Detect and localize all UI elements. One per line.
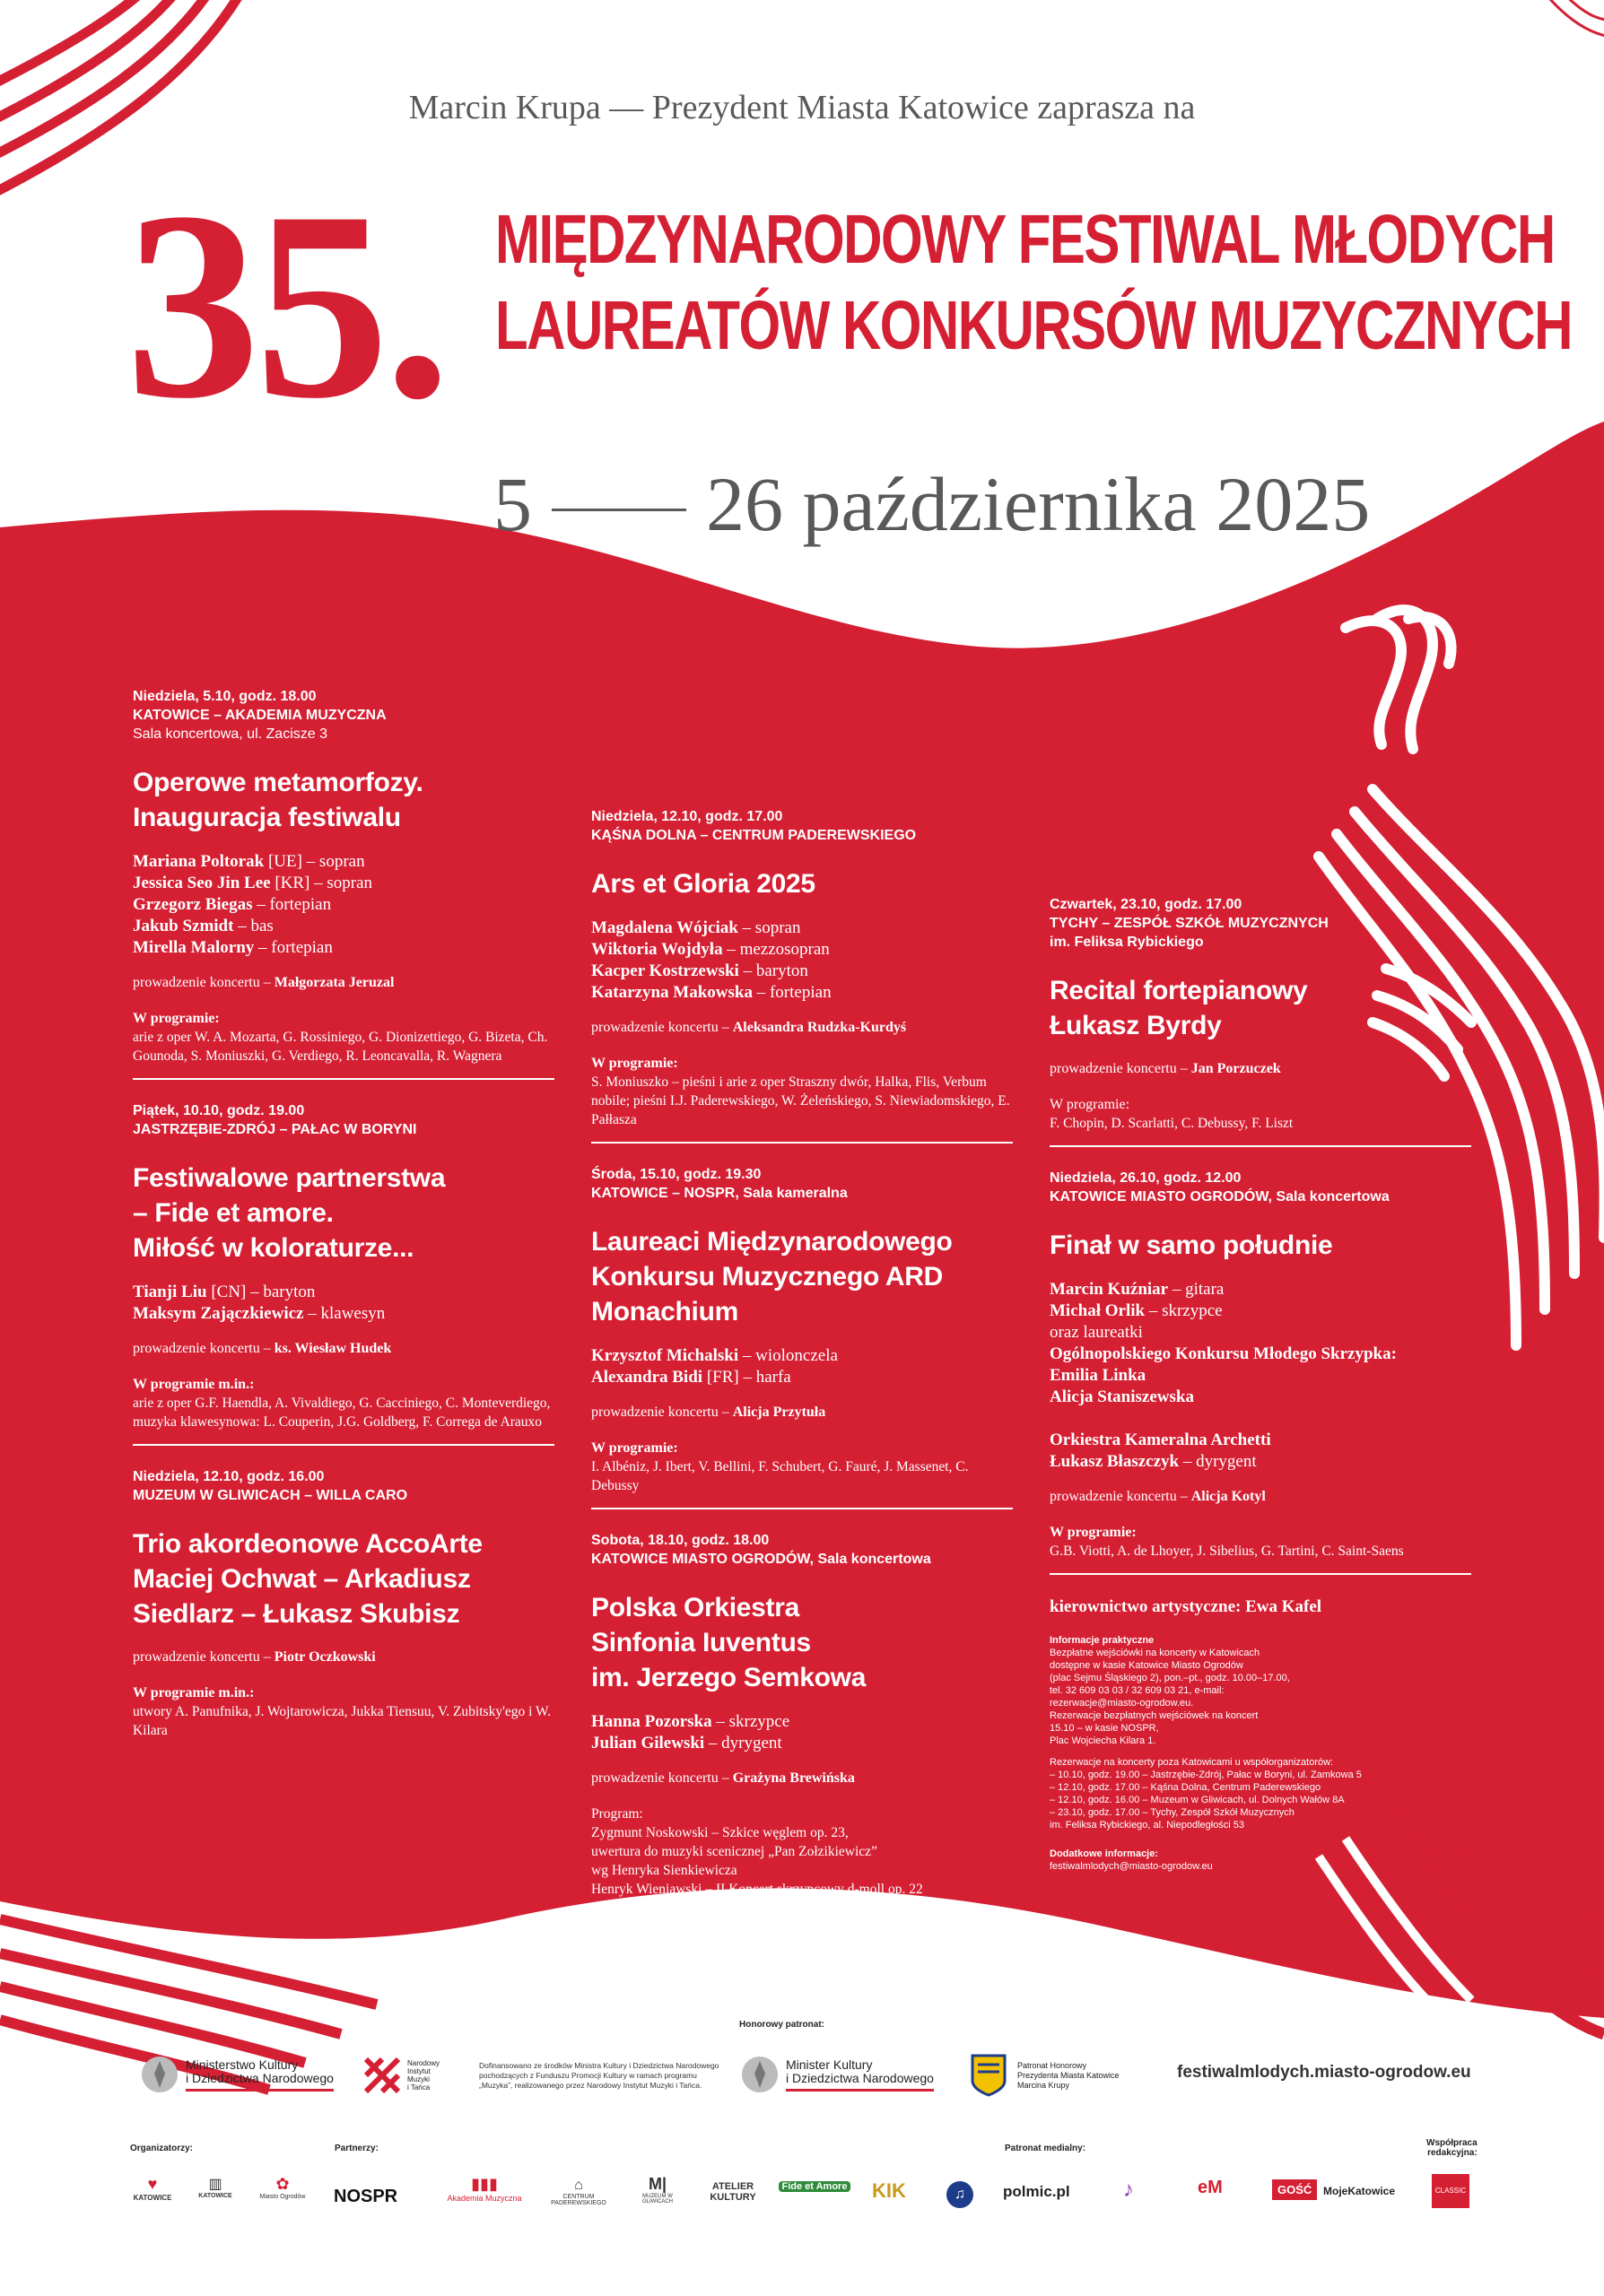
nimit-name	[407, 2059, 440, 2092]
event-title-line: Miłość w koloraturze...	[133, 1233, 414, 1263]
performer-name: Kacper Kostrzewski	[591, 961, 739, 980]
performer-name: Jakub Szmidt	[133, 917, 234, 935]
nimit-logo	[362, 2056, 440, 2095]
host-name: Małgorzata Jeruzal	[274, 975, 395, 990]
performer	[133, 916, 554, 937]
performer	[591, 1367, 1013, 1388]
date-dash	[552, 509, 686, 511]
event-title	[1050, 973, 1471, 1043]
performer-role: [CN] – baryton	[206, 1283, 316, 1301]
event-venue: KATOWICE – NOSPR, Sala kameralna	[591, 1186, 848, 1201]
host-name: Alicja Przytuła	[732, 1405, 826, 1420]
funding-note: Dofinansowano ze środków Ministra Kultury i Dziedzictwa Narodowego pochodzących z Funduszu Promocji Kultury w ramach programu „Muzyka”, realizowanego przez Narodowy Instytut Muzyki i Tańca.	[479, 2061, 719, 2090]
event-3	[133, 1467, 554, 1740]
program-line: wg Henryka Sienkiewicza	[591, 1863, 737, 1878]
patron-line: Prezydenta Miasta Katowice	[1017, 2070, 1120, 2080]
program-line: uwertura do muzyki scenicznej „Pan Zołzikiewicz”	[591, 1844, 877, 1859]
performer-name: Alicja Staniszewska	[1050, 1387, 1194, 1406]
org-logo-text: KATOWICE	[133, 2194, 172, 2202]
event-4	[591, 807, 1013, 1144]
performer	[1050, 1451, 1471, 1473]
media-logo-em: eM	[1198, 2178, 1223, 2197]
event-venue: JASTRZĘBIE-ZDRÓJ – PAŁAC W BORYNI	[133, 1122, 417, 1137]
performer	[1050, 1300, 1471, 1322]
minister-logo	[739, 2054, 934, 2095]
nimit-name-line: Narodowy	[407, 2059, 440, 2067]
program-line: Henryk Wieniawski – II Koncert skrzypcowy d-moll op. 22	[591, 1882, 923, 1897]
info-line: 15.10 – w kasie NOSPR,	[1050, 1723, 1159, 1734]
nimit-name-line: Muzyki	[407, 2075, 430, 2083]
program-text: F. Chopin, D. Scarlatti, C. Debussy, F. Liszt	[1050, 1116, 1294, 1131]
heart-icon: ♥	[147, 2175, 158, 2193]
website-link[interactable]: festiwalmlodych.miasto-ogrodow.eu	[1177, 2063, 1471, 2082]
info-email[interactable]: festiwalmlodych@miasto-ogrodow.eu	[1050, 1861, 1213, 1872]
host-name: ks. Wiesław Hudek	[274, 1341, 392, 1356]
patron-line: Patronat Honorowy	[1017, 2060, 1087, 2070]
performer-note: oraz laureatki	[1050, 1323, 1143, 1342]
program-heading: Program:	[591, 1806, 643, 1822]
event-title: Finał w samo południe	[1050, 1231, 1333, 1260]
info-email[interactable]: rezerwacje@miasto-ogrodow.eu.	[1050, 1698, 1194, 1709]
partner-logo-text: MUZEUM W GLIWICACH	[641, 2194, 673, 2205]
host-label: prowadzenie koncertu –	[1050, 1489, 1191, 1504]
performer	[591, 1345, 1013, 1367]
event-venue: MUZEUM W GLIWICACH – WILLA CARO	[133, 1488, 408, 1503]
program-heading: W programie:	[591, 1056, 678, 1071]
performer	[133, 1282, 554, 1303]
event-venue: KĄŚNA DOLNA – CENTRUM PADEREWSKIEGO	[591, 828, 917, 843]
program-text: arie z oper W. A. Mozarta, G. Rossiniego, G. Dionizettiego, G. Bizeta, Ch. Gounoda, S. Moniuszki, G. Verdiego, R. Leoncavalla, R. Wagnera	[133, 1030, 548, 1064]
event-title-line: Recital fortepianowy	[1050, 976, 1308, 1005]
performer-role: – klawesyn	[303, 1304, 386, 1323]
program-heading: W programie m.in.:	[133, 1685, 255, 1700]
host-name: Jan Porzuczek	[1190, 1061, 1281, 1076]
performer-role: – gitara	[1168, 1280, 1225, 1299]
nimit-name-line: i Tańca	[407, 2083, 431, 2092]
event-title-line: Operowe metamorfozy.	[133, 768, 423, 797]
competition-name: Ogólnopolskiego Konkursu Młodego Skrzypka:	[1050, 1344, 1397, 1363]
partner-logo-text: Akademia Muzyczna	[447, 2194, 522, 2203]
program-text: utwory A. Panufnika, J. Wojtarowicza, Jukka Tiensuu, V. Zubitsky'ego i W. Kilara	[133, 1704, 552, 1738]
info-line: Rezerwacje bezpłatnych wejściówek na koncert	[1050, 1710, 1259, 1721]
event-venue: KATOWICE MIASTO OGRODÓW, Sala koncertowa	[1050, 1189, 1390, 1205]
honor-patronage-label: Honorowy patronat:	[739, 2020, 824, 2030]
performer-name: Krzysztof Michalski	[591, 1346, 739, 1365]
info-heading: Dodatkowe informacje:	[1050, 1848, 1159, 1859]
performer	[133, 873, 554, 894]
performer	[591, 982, 1013, 1004]
performer-name: Mirella Malorny	[133, 938, 255, 957]
editorial-label	[1426, 2138, 1478, 2158]
partner-logo-fide-et-amore: Fide et Amore	[779, 2181, 850, 2192]
media-logo-polmic: polmic.pl	[1003, 2183, 1070, 2200]
event-title	[591, 1224, 1013, 1329]
media-logo-radio: ♫	[946, 2181, 973, 2208]
event-date: Piątek, 10.10, godz. 19.00	[133, 1103, 305, 1118]
manor-icon: ⌂	[574, 2178, 583, 2193]
org-logo-katowice	[130, 2175, 175, 2202]
event-title-line: – Fide et amore.	[133, 1198, 334, 1228]
event-date: Sobota, 18.10, godz. 18.00	[591, 1533, 770, 1548]
patron-line: Marcina Krupy	[1017, 2080, 1070, 2090]
program-heading: W programie:	[1050, 1525, 1137, 1540]
partner-logo-nospr: NOSPR	[334, 2187, 398, 2206]
performer-role: – sopran	[737, 918, 801, 937]
info-heading: Informacje praktyczne	[1050, 1635, 1155, 1646]
org-logo-katowice-unesco	[190, 2175, 240, 2199]
event-title-line: Łukasz Byrdy	[1050, 1011, 1222, 1040]
performer-role: [KR] – sopran	[270, 874, 373, 892]
red-bar	[186, 2089, 334, 2092]
performer	[1050, 1279, 1471, 1300]
event-title-line: Monachium	[591, 1297, 738, 1326]
info-line: – 12.10, godz. 16.00 – Muzeum w Gliwicach, ul. Dolnych Wałów 8A	[1050, 1795, 1345, 1805]
host-label: prowadzenie koncertu –	[1050, 1061, 1191, 1076]
festival-dates	[493, 459, 1370, 549]
red-bar	[786, 2089, 934, 2092]
performer-role: – skrzypce	[711, 1712, 790, 1731]
column-3	[1050, 895, 1471, 1873]
info-line: Plac Wojciecha Kilara 1.	[1050, 1735, 1156, 1746]
performer-name: Julian Gilewski	[591, 1734, 705, 1752]
performer-name: Maksym Zajączkiewicz	[133, 1304, 304, 1323]
orchestra-name: Orkiestra Kameralna Archetti	[1050, 1431, 1271, 1449]
performer-role: – baryton	[738, 961, 808, 980]
program-text: arie z oper G.F. Haendla, A. Vivaldiego, G. Cacciniego, C. Monteverdiego, muzyka klawesynowa: L. Couperin, J.G. Goldberg, F. Correga de Arauxo	[133, 1396, 551, 1430]
festival-title-line1: MIĘDZYNARODOWY FESTIWAL MŁODYCH	[495, 201, 1555, 278]
ministry-name	[186, 2058, 334, 2092]
event-8	[1050, 1169, 1471, 1575]
eagle-icon	[139, 2054, 180, 2095]
host-name: Piotr Oczkowski	[274, 1649, 376, 1665]
ministry-logo	[139, 2054, 334, 2095]
editorial-label-line: Współpraca	[1426, 2138, 1478, 2148]
performer-name: Grzegorz Biegas	[133, 895, 253, 914]
minister-name-line: i Dziedzictwa Narodowego	[786, 2070, 934, 2085]
host-name: Grażyna Brewińska	[732, 1770, 855, 1786]
performer	[591, 1733, 1013, 1754]
media-patronage-label: Patronat medialny:	[1005, 2144, 1086, 2153]
eagle-icon	[739, 2054, 780, 2095]
performer-name: Jessica Seo Jin Lee	[133, 874, 271, 892]
top-right-stripes	[1543, 0, 1604, 36]
host-label: prowadzenie koncertu –	[133, 975, 275, 990]
org-logo-text: Miasto Ogrodów	[259, 2194, 306, 2200]
host-label: prowadzenie koncertu –	[591, 1405, 733, 1420]
organizers-label: Organizatorzy:	[130, 2144, 194, 2153]
host-label: prowadzenie koncertu –	[591, 1770, 733, 1786]
divider	[133, 1078, 554, 1080]
org-logo-text: KATOWICE	[198, 2193, 232, 2199]
event-1	[133, 687, 554, 1080]
org-logo-miasto-ogrodow	[256, 2175, 309, 2200]
festival-title-line2: LAUREATÓW KONKURSÓW MUZYCZNYCH	[495, 287, 1572, 364]
event-title-line: Maciej Ochwat – Arkadiusz	[133, 1564, 471, 1594]
divider	[591, 1930, 1013, 1932]
flower-icon: ✿	[275, 2175, 290, 2193]
event-title	[133, 1161, 554, 1265]
edition-number: 35.	[126, 156, 446, 454]
partner-logo-text: CENTRUM PADEREWSKIEGO	[551, 2194, 606, 2206]
partner-logo-akademia	[435, 2175, 534, 2203]
museum-icon: M|	[648, 2175, 667, 2193]
column-2	[591, 807, 1013, 1953]
ministry-name-line: i Dziedzictwa Narodowego	[186, 2070, 334, 2085]
event-host	[133, 1339, 554, 1359]
performer	[591, 939, 1013, 961]
date-start: 5	[493, 461, 532, 547]
artistic-director: kierownictwo artystyczne: Ewa Kafel	[1050, 1597, 1322, 1616]
performer	[591, 1711, 1013, 1733]
event-5	[591, 1165, 1013, 1509]
media-logo-music-note: ♪	[1123, 2178, 1134, 2202]
ministry-name-line: Ministerstwo Kultury	[186, 2057, 299, 2072]
event-title	[133, 1526, 554, 1631]
program-line: Zygmunt Noskowski – Szkice węglem op. 23,	[591, 1825, 849, 1840]
event-venue: TYCHY – ZESPÓŁ SZKÓŁ MUZYCZNYCH	[1050, 916, 1329, 931]
performer-role: [UE] – sopran	[264, 852, 365, 871]
info-line: im. Feliksa Rybickiego, al. Niepodległości 53	[1050, 1820, 1245, 1831]
event-title	[133, 765, 554, 835]
date-end: 26 października 2025	[706, 461, 1371, 547]
minister-name-line: Minister Kultury	[786, 2057, 873, 2072]
divider	[133, 1444, 554, 1446]
program-text: G.B. Viotti, A. de Lhoyer, J. Sibelius, G. Tartini, C. Saint-Saens	[1050, 1544, 1404, 1559]
event-date: Niedziela, 5.10, godz. 18.00	[133, 689, 317, 704]
host-label: prowadzenie koncertu –	[133, 1341, 275, 1356]
performer-role: – fortepian	[254, 938, 333, 957]
media-logo-mojekatowice: MojeKatowice	[1323, 2185, 1396, 2197]
performer	[591, 918, 1013, 939]
organ-pipes-icon: ▮▮▮	[471, 2175, 498, 2193]
event-date: Czwartek, 23.10, godz. 17.00	[1050, 897, 1242, 912]
partners-label: Partnerzy:	[335, 2144, 379, 2153]
host-name: Aleksandra Rudzka-Kurdyś	[732, 1020, 907, 1035]
performer-role: [FR] – harfa	[702, 1368, 791, 1387]
media-logo-kik: KIK	[872, 2179, 906, 2202]
performer-role: – dyrygent	[704, 1734, 782, 1752]
editorial-label-line: redakcyjna:	[1427, 2148, 1478, 2158]
nimit-name-line: Instytut	[407, 2067, 431, 2075]
performer-name: Wiktoria Wojdyła	[591, 940, 723, 959]
divider	[591, 1142, 1013, 1144]
host-label: prowadzenie koncertu –	[591, 1020, 733, 1035]
katowice-crest-icon	[971, 2054, 1007, 2097]
program-text: S. Moniuszko – pieśni i arie z oper Straszny dwór, Halka, Flis, Verbum nobile; pieśni I.J. Paderewskiego, W. Żeleńskiego, S. Niewiadomskiego, E. Pałłasza	[591, 1074, 1010, 1127]
program-heading: W programie m.in.:	[133, 1377, 255, 1392]
event-title-line: Trio akordeonowe AccoArte	[133, 1529, 483, 1559]
event-venue-detail: Sala koncertowa, ul. Zacisze 3	[133, 726, 327, 742]
info-line: – 12.10, godz. 17.00 – Kąśna Dolna, Centrum Paderewskiego	[1050, 1782, 1321, 1793]
invite-line: Marcin Krupa — Prezydent Miasta Katowice zaprasza na	[408, 89, 1196, 126]
event-host	[133, 973, 554, 993]
event-6	[591, 1531, 1013, 1932]
event-host	[591, 1403, 1013, 1422]
divider	[1050, 1145, 1471, 1147]
info-line: tel. 32 609 03 03 / 32 609 03 21, e-mail:	[1050, 1685, 1225, 1696]
info-line: Bezpłatne wejściówki na koncerty w Katowicach	[1050, 1648, 1260, 1658]
info-line: – 23.10, godz. 17.00 – Tychy, Zespół Szkół Muzycznych	[1050, 1807, 1295, 1818]
host-label: prowadzenie koncertu –	[133, 1649, 275, 1665]
event-title-line: Sinfonia Iuventus	[591, 1628, 811, 1657]
event-host	[1050, 1487, 1471, 1507]
event-title-line: Siedlarz – Łukasz Skubisz	[133, 1599, 460, 1629]
nimit-icon	[362, 2056, 402, 2095]
event-title-line: Inauguracja festiwalu	[133, 803, 401, 832]
performer-name: Michał Orlik	[1050, 1301, 1146, 1320]
performer-role: – fortepian	[252, 895, 332, 914]
performer-name: Mariana Poltorak	[133, 852, 265, 871]
event-title-line: Laureaci Międzynarodowego	[591, 1227, 953, 1257]
media-logo-gosc: GOŚĆ	[1272, 2179, 1317, 2200]
event-title: Ars et Gloria 2025	[591, 869, 815, 899]
performer-name: Łukasz Błaszczyk	[1050, 1452, 1180, 1471]
performer	[133, 851, 554, 873]
info-line: dostępne w kasie Katowice Miasto Ogrodów	[1050, 1660, 1243, 1671]
performer-name: Emilia Linka	[1050, 1366, 1146, 1385]
event-venue: KATOWICE – AKADEMIA MUZYCZNA	[133, 708, 387, 723]
event-title-line: Festiwalowe partnerstwa	[133, 1163, 446, 1193]
minister-name	[786, 2058, 934, 2092]
performer	[591, 961, 1013, 982]
editorial-logo-classic: CLASSIC	[1432, 2174, 1469, 2208]
performer-role: – mezzosopran	[722, 940, 830, 959]
performer-name: Hanna Pozorska	[591, 1712, 712, 1731]
partner-logo-atelier: ATELIER KULTURY	[710, 2181, 756, 2203]
performer	[133, 894, 554, 916]
performer-name: Alexandra Bidi	[591, 1368, 703, 1387]
event-date: Środa, 15.10, godz. 19.30	[591, 1167, 762, 1182]
program-heading: W programie:	[591, 1440, 678, 1456]
event-date: Niedziela, 26.10, godz. 12.00	[1050, 1170, 1242, 1186]
divider	[591, 1508, 1013, 1509]
performer-role: – wiolonczela	[738, 1346, 838, 1365]
event-date: Niedziela, 12.10, godz. 16.00	[133, 1469, 325, 1484]
performer	[133, 937, 554, 959]
event-host	[1050, 1059, 1471, 1079]
building-icon: ▥	[208, 2177, 222, 2192]
divider	[1050, 1573, 1471, 1575]
column-1	[133, 687, 554, 1740]
performer-role: – skrzypce	[1145, 1301, 1223, 1320]
mayor-patronage-logo	[971, 2054, 1120, 2097]
event-date: Niedziela, 12.10, godz. 17.00	[591, 809, 783, 824]
event-host	[591, 1018, 1013, 1038]
event-title-line: im. Jerzego Semkowa	[591, 1663, 867, 1692]
event-venue: KATOWICE MIASTO OGRODÓW, Sala koncertowa	[591, 1552, 931, 1567]
event-title	[591, 1590, 1013, 1695]
performer-role: – bas	[233, 917, 274, 935]
info-line: (plac Sejmu Śląskiego 2), pon.–pt., godz. 10.00–17.00,	[1050, 1673, 1290, 1683]
partner-logo-muzeum-gliwice	[632, 2175, 683, 2205]
event-venue-detail: im. Feliksa Rybickiego	[1050, 935, 1204, 950]
performer-name: Marcin Kuźniar	[1050, 1280, 1169, 1299]
event-title-line: Polska Orkiestra	[591, 1593, 800, 1622]
performer-role: – fortepian	[752, 983, 832, 1002]
info-line: Rezerwacje na koncerty poza Katowicami u współorganizatorów:	[1050, 1757, 1334, 1768]
event-host	[591, 1769, 1013, 1788]
partner-logo-centrum-paderewskiego	[538, 2178, 619, 2206]
performer-name: Magdalena Wójciak	[591, 918, 738, 937]
info-line: – 10.10, godz. 19.00 – Jastrzębie-Zdrój, Pałac w Boryni, ul. Zamkowa 5	[1050, 1770, 1362, 1780]
mayor-patronage-text	[1017, 2061, 1120, 2091]
performer-name: Tianji Liu	[133, 1283, 207, 1301]
program-heading: W programie:	[1050, 1097, 1130, 1112]
host-name: Alicja Kotyl	[1190, 1489, 1266, 1504]
event-2	[133, 1101, 554, 1446]
program-line: Robert Schumann – IV Symfonia d-moll op. 120	[591, 1900, 863, 1916]
event-host	[133, 1648, 554, 1667]
program-heading: W programie:	[133, 1011, 220, 1026]
event-7	[1050, 895, 1471, 1147]
program-text: I. Albéniz, J. Ibert, V. Bellini, F. Schubert, G. Fauré, J. Massenet, C. Debussy	[591, 1459, 969, 1493]
event-title-line: Konkursu Muzycznego ARD	[591, 1262, 944, 1292]
performer-role: – dyrygent	[1179, 1452, 1257, 1471]
performer	[133, 1303, 554, 1325]
performer-name: Katarzyna Makowska	[591, 983, 753, 1002]
